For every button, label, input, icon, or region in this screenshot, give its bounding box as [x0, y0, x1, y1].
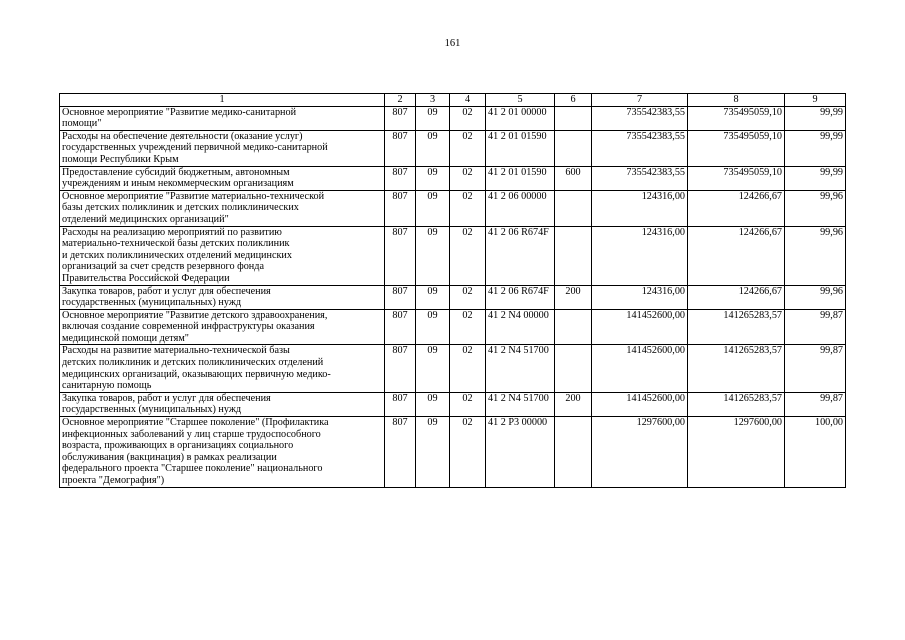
planned-amount: 1297600,00	[592, 417, 688, 488]
grbs-code: 807	[385, 106, 416, 130]
item-name: Расходы на развитие материально-технической базы детских поликлиник и детских поликлинических отделений медицинских организаций, оказывающих первичную медико- санитарную помощь	[60, 345, 385, 392]
target-article-code: 41 2 N4 51700	[486, 345, 555, 392]
expense-type-code	[555, 130, 592, 166]
actual-amount: 141265283,57	[688, 309, 785, 345]
execution-percent: 99,87	[785, 309, 846, 345]
subsection-code: 02	[450, 226, 486, 285]
planned-amount: 735542383,55	[592, 130, 688, 166]
expense-type-code	[555, 226, 592, 285]
column-header: 7	[592, 94, 688, 107]
subsection-code: 02	[450, 392, 486, 416]
execution-percent: 99,99	[785, 106, 846, 130]
target-article-code: 41 2 06 R674F	[486, 285, 555, 309]
target-article-code: 41 2 N4 00000	[486, 309, 555, 345]
execution-percent: 99,96	[785, 285, 846, 309]
section-code: 09	[416, 166, 450, 190]
expense-type-code: 200	[555, 392, 592, 416]
table-row	[60, 130, 846, 166]
actual-amount: 141265283,57	[688, 345, 785, 392]
section-code: 09	[416, 190, 450, 226]
actual-amount: 141265283,57	[688, 392, 785, 416]
table-row	[60, 309, 846, 345]
column-header: 2	[385, 94, 416, 107]
grbs-code: 807	[385, 309, 416, 345]
execution-percent: 99,87	[785, 345, 846, 392]
column-header: 3	[416, 94, 450, 107]
item-name: Закупка товаров, работ и услуг для обеспечения государственных (муниципальных) нужд	[60, 285, 385, 309]
expense-type-code: 200	[555, 285, 592, 309]
grbs-code: 807	[385, 130, 416, 166]
item-name: Основное мероприятие "Развитие материально-технической базы детских поликлиник и детских поликлинических отделений медицинских организаций"	[60, 190, 385, 226]
planned-amount: 735542383,55	[592, 106, 688, 130]
execution-percent: 100,00	[785, 417, 846, 488]
actual-amount: 735495059,10	[688, 130, 785, 166]
planned-amount: 141452600,00	[592, 309, 688, 345]
column-header: 4	[450, 94, 486, 107]
section-code: 09	[416, 392, 450, 416]
subsection-code: 02	[450, 285, 486, 309]
table-row	[60, 345, 846, 392]
planned-amount: 124316,00	[592, 226, 688, 285]
target-article-code: 41 2 P3 00000	[486, 417, 555, 488]
subsection-code: 02	[450, 166, 486, 190]
expense-type-code	[555, 190, 592, 226]
planned-amount: 124316,00	[592, 190, 688, 226]
section-code: 09	[416, 285, 450, 309]
subsection-code: 02	[450, 309, 486, 345]
column-header: 5	[486, 94, 555, 107]
grbs-code: 807	[385, 345, 416, 392]
target-article-code: 41 2 06 00000	[486, 190, 555, 226]
target-article-code: 41 2 06 R674F	[486, 226, 555, 285]
table-row	[60, 285, 846, 309]
expense-type-code	[555, 309, 592, 345]
page-number: 161	[444, 38, 461, 49]
column-header: 1	[60, 94, 385, 107]
item-name: Закупка товаров, работ и услуг для обеспечения государственных (муниципальных) нужд	[60, 392, 385, 416]
expense-type-code	[555, 106, 592, 130]
planned-amount: 141452600,00	[592, 392, 688, 416]
execution-percent: 99,96	[785, 190, 846, 226]
expense-type-code: 600	[555, 166, 592, 190]
item-name: Расходы на обеспечение деятельности (оказание услуг) государственных учреждений первичной медико-санитарной помощи Республики Крым	[60, 130, 385, 166]
actual-amount: 735495059,10	[688, 106, 785, 130]
subsection-code: 02	[450, 106, 486, 130]
item-name: Основное мероприятие "Развитие детского здравоохранения, включая создание современной инфраструктуры оказания медицинской помощи детям"	[60, 309, 385, 345]
column-header: 9	[785, 94, 846, 107]
execution-percent: 99,99	[785, 130, 846, 166]
table-row	[60, 190, 846, 226]
section-code: 09	[416, 130, 450, 166]
grbs-code: 807	[385, 166, 416, 190]
actual-amount: 124266,67	[688, 190, 785, 226]
target-article-code: 41 2 01 00000	[486, 106, 555, 130]
subsection-code: 02	[450, 417, 486, 488]
target-article-code: 41 2 01 01590	[486, 130, 555, 166]
planned-amount: 735542383,55	[592, 166, 688, 190]
planned-amount: 124316,00	[592, 285, 688, 309]
section-code: 09	[416, 345, 450, 392]
execution-percent: 99,99	[785, 166, 846, 190]
expense-type-code	[555, 345, 592, 392]
budget-table	[59, 93, 846, 488]
table-row	[60, 106, 846, 130]
execution-percent: 99,87	[785, 392, 846, 416]
grbs-code: 807	[385, 285, 416, 309]
subsection-code: 02	[450, 345, 486, 392]
subsection-code: 02	[450, 130, 486, 166]
actual-amount: 735495059,10	[688, 166, 785, 190]
table-row	[60, 226, 846, 285]
subsection-code: 02	[450, 190, 486, 226]
execution-percent: 99,96	[785, 226, 846, 285]
grbs-code: 807	[385, 417, 416, 488]
grbs-code: 807	[385, 226, 416, 285]
table-row	[60, 166, 846, 190]
actual-amount: 1297600,00	[688, 417, 785, 488]
section-code: 09	[416, 106, 450, 130]
item-name: Расходы на реализацию мероприятий по развитию материально-технической базы детских поликлиник и детских поликлинических отделений медицинских организаций за счет средств резервного фонда Правительства Российской Федерации	[60, 226, 385, 285]
planned-amount: 141452600,00	[592, 345, 688, 392]
grbs-code: 807	[385, 392, 416, 416]
expense-type-code	[555, 417, 592, 488]
target-article-code: 41 2 N4 51700	[486, 392, 555, 416]
column-header: 8	[688, 94, 785, 107]
actual-amount: 124266,67	[688, 285, 785, 309]
table-row	[60, 392, 846, 416]
target-article-code: 41 2 01 01590	[486, 166, 555, 190]
section-code: 09	[416, 226, 450, 285]
column-number-row	[60, 94, 846, 107]
actual-amount: 124266,67	[688, 226, 785, 285]
column-header: 6	[555, 94, 592, 107]
grbs-code: 807	[385, 190, 416, 226]
item-name: Основное мероприятие "Старшее поколение" (Профилактика инфекционных заболеваний у лиц старше трудоспособного возраста, проживающих в организациях социального обслуживания (вакцинация) в рамках реализации федерального проекта "Старшее поколение" национального проекта "Демография")	[60, 417, 385, 488]
section-code: 09	[416, 309, 450, 345]
item-name: Предоставление субсидий бюджетным, автономным учреждениям и иным некоммерческим организациям	[60, 166, 385, 190]
section-code: 09	[416, 417, 450, 488]
table-row	[60, 417, 846, 488]
item-name: Основное мероприятие "Развитие медико-санитарной помощи"	[60, 106, 385, 130]
